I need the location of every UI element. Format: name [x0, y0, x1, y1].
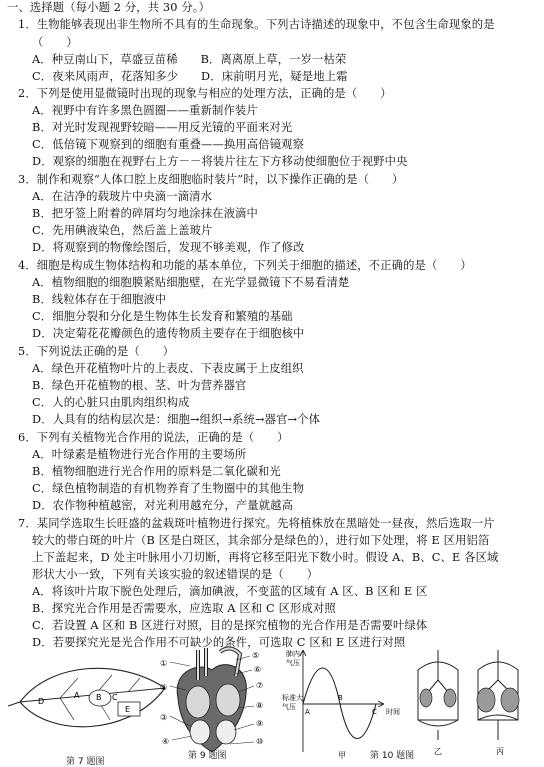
figures-row	[0, 640, 544, 767]
question-7-option-a: A．将该叶片取下脱色处理后，滴加碘液，不变蓝的区域有 A 区、B 区和 E 区	[32, 585, 428, 598]
curve-sublabel-jia: 甲	[338, 751, 346, 760]
question-6-stem: 6．下列有关植物光合作用的说法，正确的是（ ）	[18, 431, 289, 444]
question-1-stem: 1．生物能够表现出非生物所不具有的生命现象。下列古诗描述的现象中，不包含生命现象的是	[18, 18, 495, 31]
question-5-option-c: C．人的心脏只由肌肉组织构成	[32, 396, 190, 409]
question-4-stem: 4．细胞是构成生物体结构和功能的基本单位，下列关于细胞的描述，不正确的是（ ）	[18, 259, 472, 272]
heart-label-5: ⑤	[252, 651, 260, 660]
leaf-label-e: E	[125, 705, 131, 714]
leaf-label-d: D	[38, 697, 45, 706]
question-2-option-a: A．视野中有许多黑色圆圈——重新制作装片	[32, 104, 258, 117]
heart-label-7: ⑦	[256, 681, 264, 690]
question-5-option-a: A．绿色开花植物叶片的上表皮、下表皮属于上皮组织	[32, 362, 304, 375]
question-4-option-d: D．决定菊花花瓣颜色的遗传物质主要存在于细胞核中	[32, 327, 305, 340]
question-2-option-d: D．观察的细胞在视野右上方－－将装片往左下方移动使细胞位于视野中央	[32, 155, 408, 168]
section-header: 一、选择题（每小题 2 分，共 30 分。）	[7, 1, 211, 14]
leaf-diagram	[8, 668, 168, 726]
question-5-stem: 5．下列说法正确的是（ ）	[18, 345, 175, 358]
figure-9-caption: 第 9 题图	[188, 751, 227, 761]
question-4-option-a: A．植物细胞的细胞膜紧贴细胞壁，在光学显微镜下不易看清楚	[32, 276, 350, 289]
heart-label-10: ⑩	[256, 737, 264, 746]
heart-label-3: ③	[160, 713, 168, 722]
question-7-option-c: C．若设置 A 区和 B 区进行对照，目的是探究植物的光合作用是否需要叶绿体	[32, 619, 428, 632]
bell-jar-models	[418, 650, 519, 756]
figure-10-caption: 第 10 题图	[370, 751, 415, 761]
question-4-option-b: B．线粒体存在于细胞液中	[32, 293, 167, 306]
curve-point-c: C	[372, 708, 377, 716]
question-7-stem-cont-2: 上下盖起来，D 处主叶脉用小刀切断，再将它移至阳光下数小时。假设 A、B、C、E 各区域	[32, 551, 499, 564]
heart-label-8: ⑧	[256, 701, 264, 710]
question-3-stem: 3．制作和观察“人体口腔上皮细胞临时装片”时，以下操作正确的是（ ）	[18, 173, 404, 186]
question-7-stem-cont-3: 形状大小一致，下列有关该实验的叙述错误的是（ ）	[32, 568, 319, 581]
question-2-stem: 2．下列是使用显微镜时出现的现象与相应的处理方法，正确的是（ ）	[18, 87, 392, 100]
leaf-label-c: C	[112, 693, 118, 702]
question-1-options-ab: A．种豆南山下，草盛豆苗稀 B．离离原上草，一岁一枯荣	[32, 53, 347, 66]
curve-ylabel-2: 气压	[286, 659, 300, 667]
question-1-options-cd: C．夜来风雨声，花落知多少 D．床前明月光，疑是地上霜	[32, 70, 348, 83]
question-6-option-d: D．农作物种植越密，对光利用越充分，产量就越高	[32, 499, 294, 512]
curve-ylabel-1: 肺内	[286, 650, 300, 658]
curve-point-a: A	[305, 708, 310, 716]
bell-jar-label-bing: 丙	[496, 747, 504, 756]
leaf-label-a: A	[74, 691, 80, 700]
question-3-option-d: D．将观察到的物像绘图后，发现不够美观，作了修改	[32, 241, 305, 254]
heart-diagram	[160, 648, 263, 752]
question-1-stem-cont: （ ）	[32, 36, 78, 49]
question-2-option-c: C．低倍镜下观察到的细胞有重叠——换用高倍镜观察	[32, 138, 305, 151]
curve-baseline-2: 气压	[282, 703, 296, 711]
curve-point-b: B	[338, 694, 343, 702]
heart-label-2: ②	[160, 683, 168, 692]
question-3-option-a: A．在洁净的载玻片中央滴一滴清水	[32, 190, 213, 203]
figure-7-caption: 第 7 题图	[66, 757, 105, 767]
curve-xlabel: 时间	[386, 708, 400, 716]
question-6-option-a: A．叶绿素是植物进行光合作用的主要场所	[32, 448, 247, 461]
question-3-option-b: B．把牙签上附着的碎屑均匀地涂抹在液滴中	[32, 207, 258, 220]
heart-label-4: ④	[162, 737, 170, 746]
curve-baseline-1: 标准大	[282, 694, 303, 702]
question-5-option-b: B．绿色开花植物的根、茎、叶为营养器官	[32, 379, 247, 392]
pressure-curve-diagram	[282, 649, 400, 760]
figures-svg	[0, 640, 544, 767]
question-6-option-b: B．植物细胞进行光合作用的原料是二氧化碳和光	[32, 465, 281, 478]
question-7-option-d: D．若要探究光是光合作用不可缺少的条件，可选取 C 区和 E 区进行对照	[32, 636, 406, 649]
question-5-option-d: D．人具有的结构层次是：细胞→组织→系统→器官→个体	[32, 413, 321, 426]
leaf-label-b: B	[96, 693, 102, 702]
question-2-option-b: B．对光时发现视野较暗——用反光镜的平面来对光	[32, 121, 293, 134]
heart-label-6: ⑥	[254, 665, 262, 674]
heart-label-1: ①	[160, 659, 168, 668]
question-3-option-c: C．先用碘液染色，然后盖上盖玻片	[32, 224, 213, 237]
question-7-stem-cont-1: 较大的带白斑的叶片（B 区是白斑区，其余部分是绿色的），进行如下处理，将 E 区用铝箔	[32, 534, 490, 547]
question-6-option-c: C．绿色植物制造的有机物养育了生物圈中的其他生物	[32, 482, 305, 495]
question-7-stem: 7．某同学选取生长旺盛的盆栽斑叶植物进行探究。先将植株放在黑暗处一昼夜，然后选取一片	[18, 517, 495, 530]
question-7-option-b: B．探究光合作用是否需要水，应选取 A 区和 C 区形成对照	[32, 602, 336, 615]
heart-label-9: ⑨	[256, 719, 264, 728]
question-4-option-c: C．细胞分裂和分化是生物体生长发育和繁殖的基础	[32, 310, 293, 323]
bell-jar-label-yi: 乙	[434, 747, 442, 756]
